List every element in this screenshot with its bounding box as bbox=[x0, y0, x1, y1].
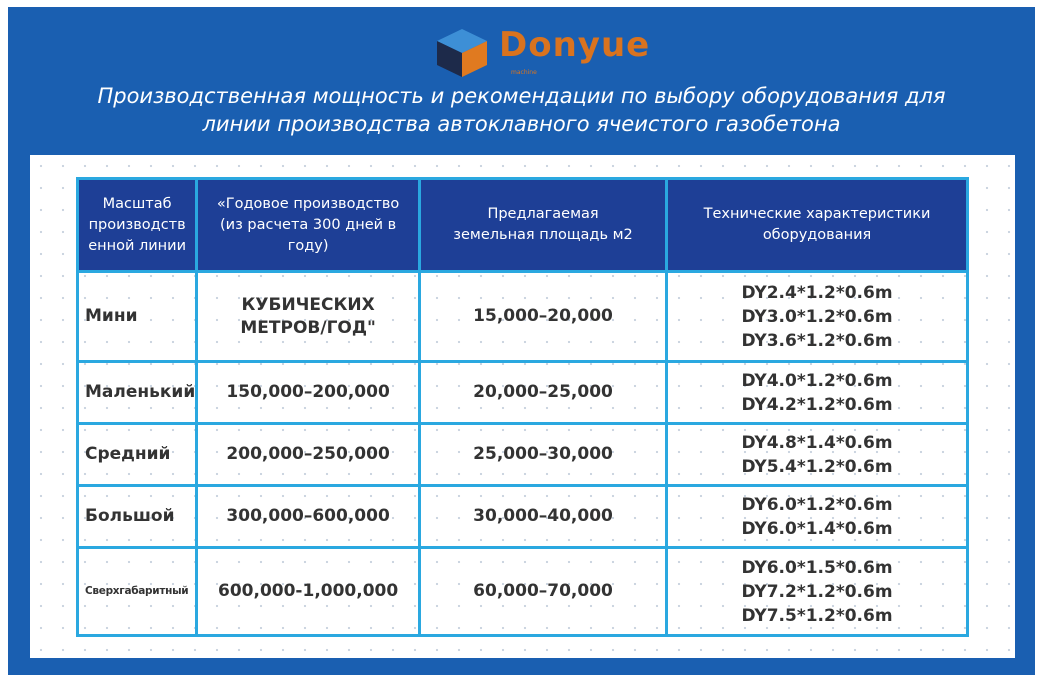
header-area: Предлагаемая земельная площадь м2 bbox=[419, 179, 666, 272]
cell-specs: DY6.0*1.2*0.6m DY6.0*1.4*0.6m bbox=[667, 486, 968, 548]
cell-production: 300,000–600,000 bbox=[197, 486, 420, 548]
logo-text: Donyue bbox=[499, 25, 651, 65]
cell-specs: DY2.4*1.2*0.6m DY3.0*1.2*0.6m DY3.6*1.2*0.6m bbox=[667, 272, 968, 362]
table-row bbox=[78, 486, 968, 548]
cell-scale: Большой bbox=[78, 486, 197, 548]
table-area bbox=[30, 155, 1015, 658]
cell-area: 15,000–20,000 bbox=[419, 272, 666, 362]
logo-subtext: machine bbox=[511, 69, 537, 76]
table-header-row bbox=[78, 179, 968, 272]
cell-production: 200,000–250,000 bbox=[197, 424, 420, 486]
table-row bbox=[78, 272, 968, 362]
cube-icon bbox=[433, 27, 491, 79]
cell-specs: DY6.0*1.5*0.6m DY7.2*1.2*0.6m DY7.5*1.2*0.6m bbox=[667, 548, 968, 636]
cell-area: 60,000–70,000 bbox=[419, 548, 666, 636]
brand-logo bbox=[433, 27, 653, 79]
cell-area: 20,000–25,000 bbox=[419, 362, 666, 424]
table-row bbox=[78, 548, 968, 636]
table-row bbox=[78, 362, 968, 424]
header-specs: Технические характеристики оборудования bbox=[667, 179, 968, 272]
cell-scale: Сверхгабаритный bbox=[78, 548, 197, 636]
cell-scale: Мини bbox=[78, 272, 197, 362]
cell-production: 600,000-1,000,000 bbox=[197, 548, 420, 636]
cell-production: КУБИЧЕСКИХ МЕТРОВ/ГОД" bbox=[197, 272, 420, 362]
header-scale: Масштаб производств енной линии bbox=[78, 179, 197, 272]
cell-area: 25,000–30,000 bbox=[419, 424, 666, 486]
cell-scale: Средний bbox=[78, 424, 197, 486]
header-production: «Годовое производство (из расчета 300 дней в году) bbox=[197, 179, 420, 272]
cell-specs: DY4.8*1.4*0.6m DY5.4*1.2*0.6m bbox=[667, 424, 968, 486]
cell-specs: DY4.0*1.2*0.6m DY4.2*1.2*0.6m bbox=[667, 362, 968, 424]
page-title-line1: Производственная мощность и рекомендации по выбору оборудования для bbox=[97, 84, 946, 108]
cell-scale: Маленький bbox=[78, 362, 197, 424]
capacity-table bbox=[76, 177, 969, 637]
page-title-line2: линии производства автоклавного ячеистого газобетона bbox=[202, 112, 841, 136]
cell-area: 30,000–40,000 bbox=[419, 486, 666, 548]
table-row bbox=[78, 424, 968, 486]
cell-production: 150,000–200,000 bbox=[197, 362, 420, 424]
